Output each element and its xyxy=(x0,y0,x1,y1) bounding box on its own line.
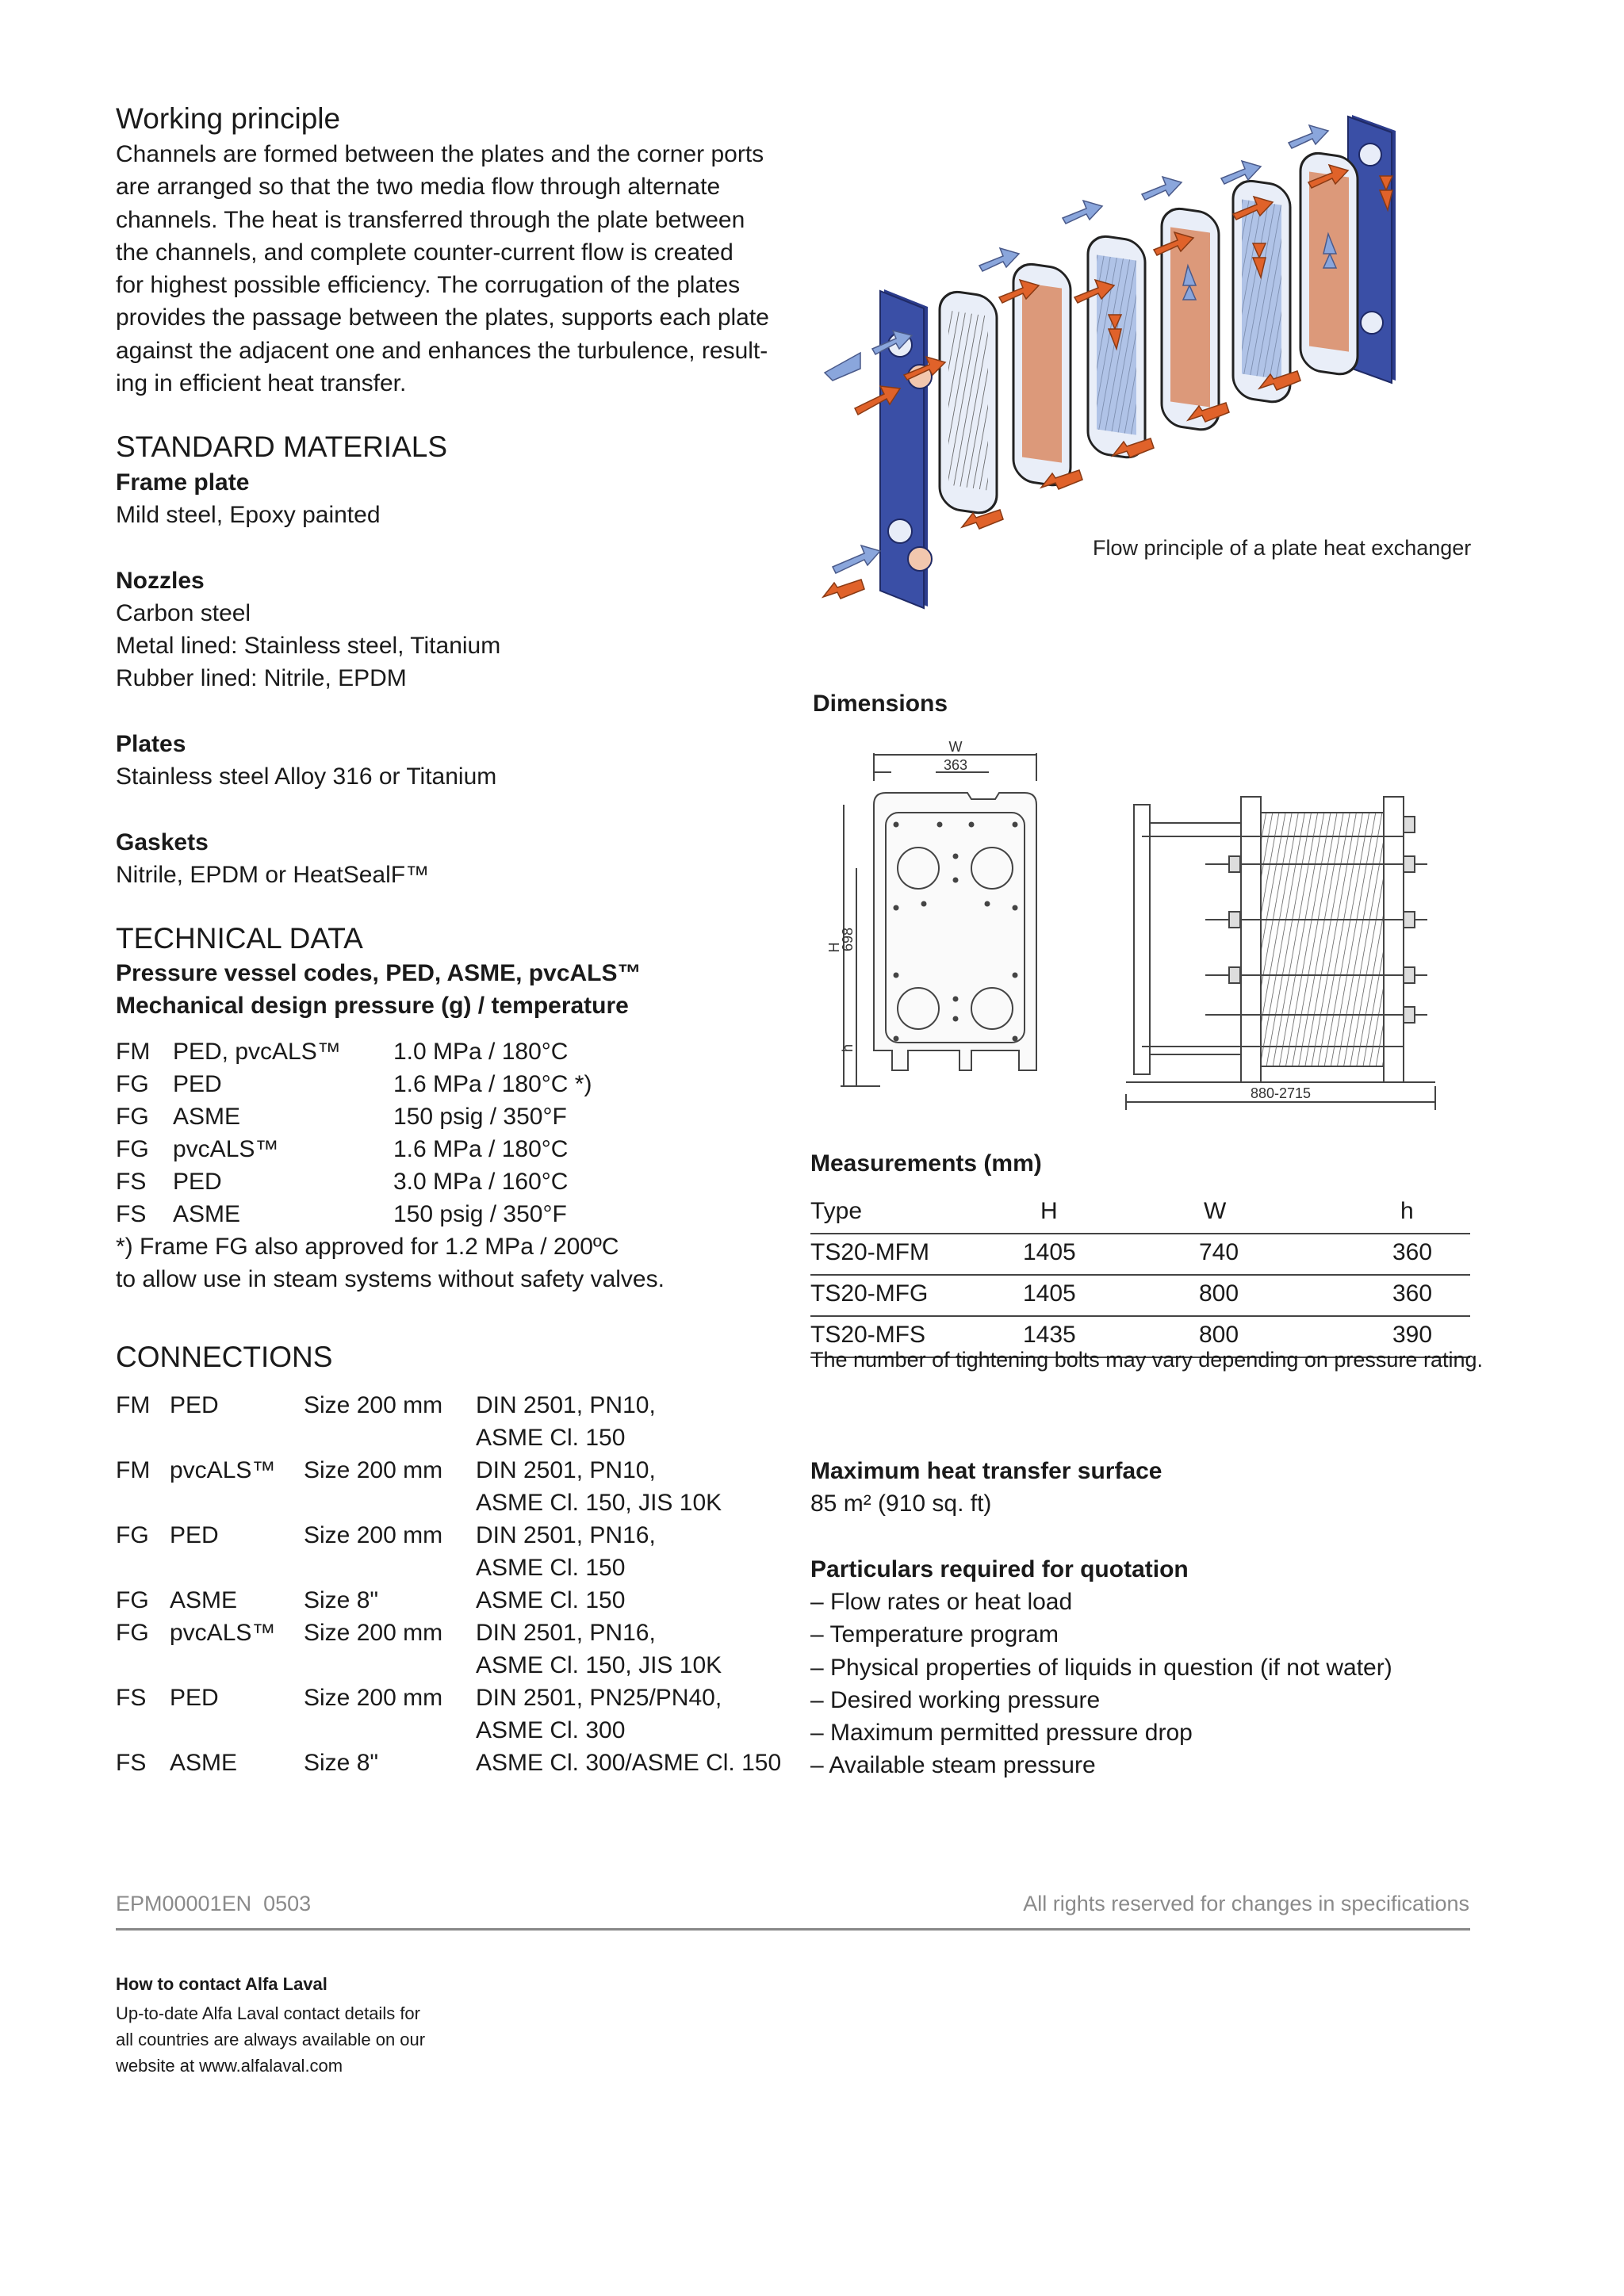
cold-arrow xyxy=(1142,177,1182,200)
standard-materials-title: STANDARD MATERIALS xyxy=(116,430,448,463)
vessel-code: PED xyxy=(170,1685,219,1711)
h-value: 698 xyxy=(840,927,856,952)
vessel-code: ASME xyxy=(173,1104,241,1130)
frame-code: FG xyxy=(116,1071,149,1097)
pressure-value: 150 psig / 350°F xyxy=(393,1104,567,1130)
frame-code: FM xyxy=(116,1457,151,1483)
table-cell: 740 xyxy=(1199,1239,1239,1265)
connections-title: CONNECTIONS xyxy=(116,1341,333,1373)
frame-code: FS xyxy=(116,1685,147,1711)
pressure-value: 150 psig / 350°F xyxy=(393,1201,567,1227)
contact-line: all countries are always available on our xyxy=(116,2030,426,2049)
table-cell: 800 xyxy=(1199,1322,1239,1348)
text-line: the channels, and complete counter-current flow is created xyxy=(116,239,733,266)
table-cell: TS20-MFS xyxy=(810,1322,926,1348)
table-cell: TS20-MFG xyxy=(810,1280,929,1307)
dimensions-drawing xyxy=(809,737,1483,1118)
plate xyxy=(940,289,997,515)
plates-value: Stainless steel Alloy 316 or Titanium xyxy=(116,763,497,790)
vessel-code: ASME xyxy=(170,1587,238,1613)
frame-code: FS xyxy=(116,1201,147,1227)
connection-standard: ASME Cl. 150 xyxy=(476,1555,626,1581)
vessel-code: pvcALS™ xyxy=(173,1136,279,1162)
small-h-label: h xyxy=(840,1043,856,1053)
max-surface-title: Maximum heat transfer surface xyxy=(810,1458,1162,1484)
table-cell: 1405 xyxy=(1023,1280,1076,1307)
vessel-code: PED xyxy=(170,1392,219,1418)
frame-code: FG xyxy=(116,1104,149,1130)
working-principle-title: Working principle xyxy=(116,102,341,135)
list-item: – Desired working pressure xyxy=(810,1686,1101,1713)
front-view xyxy=(841,753,1036,1086)
nozzles-line: Carbon steel xyxy=(116,600,251,626)
length-label: 880-2715 xyxy=(1250,1085,1312,1101)
w-label: W xyxy=(948,739,963,755)
hot-arrow xyxy=(823,580,864,599)
table-row xyxy=(810,1234,1470,1276)
measurements-title: Measurements (mm) xyxy=(810,1150,1042,1177)
connection-standard: DIN 2501, PN10, xyxy=(476,1392,656,1418)
vessel-code: PED xyxy=(173,1169,222,1195)
side-view xyxy=(1126,797,1435,1110)
rights-notice: All rights reserved for changes in specifications xyxy=(1023,1892,1469,1915)
vessel-code: PED, pvcALS™ xyxy=(173,1039,341,1065)
connection-size: Size 200 mm xyxy=(304,1522,443,1548)
table-cell: TS20-MFM xyxy=(810,1239,929,1265)
frame-code: FG xyxy=(116,1136,149,1162)
table-cell: 800 xyxy=(1199,1280,1239,1307)
connection-standard: DIN 2501, PN16, xyxy=(476,1522,656,1548)
max-surface-value: 85 m² (910 sq. ft) xyxy=(810,1490,992,1517)
table-row xyxy=(810,1276,1470,1317)
text-line: provides the passage between the plates, supports each plate xyxy=(116,304,769,331)
table-cell: 1435 xyxy=(1023,1322,1076,1348)
nozzles-label: Nozzles xyxy=(116,568,205,594)
nozzles-line: Rubber lined: Nitrile, EPDM xyxy=(116,665,407,691)
vessel-code: PED xyxy=(173,1071,222,1097)
connection-standard: ASME Cl. 300/ASME Cl. 150 xyxy=(476,1750,782,1776)
quotation-title: Particulars required for quotation xyxy=(810,1556,1189,1582)
text-line: against the adjacent one and enhances the turbulence, result- xyxy=(116,337,768,364)
frame-code: FS xyxy=(116,1750,147,1776)
list-item: – Maximum permitted pressure drop xyxy=(810,1720,1193,1747)
plate xyxy=(1013,262,1071,488)
nozzles-line: Metal lined: Stainless steel, Titanium xyxy=(116,633,501,659)
document-code: EPM00001EN 0503 xyxy=(116,1892,312,1915)
plates-label: Plates xyxy=(116,731,186,757)
pressure-value: 1.6 MPa / 180°C *) xyxy=(393,1071,592,1097)
h-label: H xyxy=(826,942,842,953)
technical-note: to allow use in steam systems without safety valves. xyxy=(116,1266,665,1292)
connection-standard: ASME Cl. 150 xyxy=(476,1425,626,1451)
list-item: – Flow rates or heat load xyxy=(810,1589,1073,1615)
w-value: 363 xyxy=(943,757,968,773)
vessel-code: PED xyxy=(170,1522,219,1548)
gaskets-label: Gaskets xyxy=(116,829,209,855)
frame-code: FM xyxy=(116,1392,151,1418)
connection-size: Size 8" xyxy=(304,1750,379,1776)
vessel-code: pvcALS™ xyxy=(170,1620,276,1646)
cold-arrow xyxy=(1063,201,1102,224)
frame-plate-label: Frame plate xyxy=(116,469,250,496)
vessel-code: pvcALS™ xyxy=(170,1457,276,1483)
column-header: Type xyxy=(810,1198,863,1224)
connection-size: Size 200 mm xyxy=(304,1457,443,1483)
text-line: Channels are formed between the plates and the corner ports xyxy=(116,141,764,167)
connection-size: Size 200 mm xyxy=(304,1620,443,1646)
column-header: W xyxy=(1204,1198,1227,1224)
table-header-row xyxy=(810,1193,1470,1234)
vessel-code: ASME xyxy=(173,1201,241,1227)
list-item: – Available steam pressure xyxy=(810,1752,1096,1779)
table-cell: 1405 xyxy=(1023,1239,1076,1265)
table-cell: 360 xyxy=(1392,1280,1433,1307)
connection-size: Size 200 mm xyxy=(304,1392,443,1418)
pressure-value: 1.6 MPa / 180°C xyxy=(393,1136,569,1162)
connection-size: Size 200 mm xyxy=(304,1685,443,1711)
connection-standard: DIN 2501, PN10, xyxy=(476,1457,656,1483)
technical-note: *) Frame FG also approved for 1.2 MPa / 200ºC xyxy=(116,1234,619,1260)
contact-line: Up-to-date Alfa Laval contact details for xyxy=(116,2003,420,2023)
technical-subtitle: Mechanical design pressure (g) / temperature xyxy=(116,993,629,1019)
gaskets-value: Nitrile, EPDM or HeatSealF™ xyxy=(116,862,430,888)
footer-divider xyxy=(116,1928,1470,1931)
dimensions-title: Dimensions xyxy=(813,691,948,717)
frame-code: FS xyxy=(116,1169,147,1195)
pressure-value: 1.0 MPa / 180°C xyxy=(393,1039,569,1065)
quotation-list xyxy=(810,1586,1492,1782)
flow-figure-caption: Flow principle of a plate heat exchanger xyxy=(1093,536,1472,560)
table-cell: 360 xyxy=(1392,1239,1433,1265)
measurements-table xyxy=(810,1193,1470,1358)
text-line: are arranged so that the two media flow through alternate xyxy=(116,174,721,201)
contact-line: website at www.alfalaval.com xyxy=(116,2056,343,2076)
connection-standard: ASME Cl. 150, JIS 10K xyxy=(476,1490,722,1516)
column-header: h xyxy=(1400,1198,1414,1224)
working-principle-text xyxy=(116,138,790,400)
technical-data-title: TECHNICAL DATA xyxy=(116,922,363,955)
table-cell: 390 xyxy=(1392,1322,1433,1348)
plate-pack xyxy=(940,151,1358,515)
cold-arrow xyxy=(825,353,860,381)
pressure-value: 3.0 MPa / 160°C xyxy=(393,1169,569,1195)
technical-subtitle: Pressure vessel codes, PED, ASME, pvcALS™ xyxy=(116,960,642,986)
list-item: – Physical properties of liquids in question (if not water) xyxy=(810,1654,1392,1681)
text-line: channels. The heat is transferred through the plate between xyxy=(116,206,745,233)
frame-code: FG xyxy=(116,1587,149,1613)
cold-arrow xyxy=(1289,125,1328,148)
frame-plate-value: Mild steel, Epoxy painted xyxy=(116,502,381,528)
connection-size: Size 8" xyxy=(304,1587,379,1613)
measurements-note: The number of tightening bolts may vary depending on pressure rating. xyxy=(810,1348,1483,1372)
vessel-code: ASME xyxy=(170,1750,238,1776)
connection-standard: ASME Cl. 150, JIS 10K xyxy=(476,1652,722,1678)
list-item: – Temperature program xyxy=(810,1621,1059,1648)
connection-standard: ASME Cl. 150 xyxy=(476,1587,626,1613)
connection-standard: DIN 2501, PN25/PN40, xyxy=(476,1685,722,1711)
text-line: ing in efficient heat transfer. xyxy=(116,370,407,397)
frame-code: FG xyxy=(116,1522,149,1548)
contact-text xyxy=(116,2000,425,2079)
contact-title: How to contact Alfa Laval xyxy=(116,1974,327,1994)
cold-arrow xyxy=(833,545,880,573)
cold-arrow xyxy=(979,248,1019,271)
connection-standard: ASME Cl. 300 xyxy=(476,1717,626,1743)
frame-code: FG xyxy=(116,1620,149,1646)
frame-code: FM xyxy=(116,1039,151,1065)
connection-standard: DIN 2501, PN16, xyxy=(476,1620,656,1646)
text-line: for highest possible efficiency. The corrugation of the plates xyxy=(116,272,741,299)
column-header: H xyxy=(1040,1198,1058,1224)
